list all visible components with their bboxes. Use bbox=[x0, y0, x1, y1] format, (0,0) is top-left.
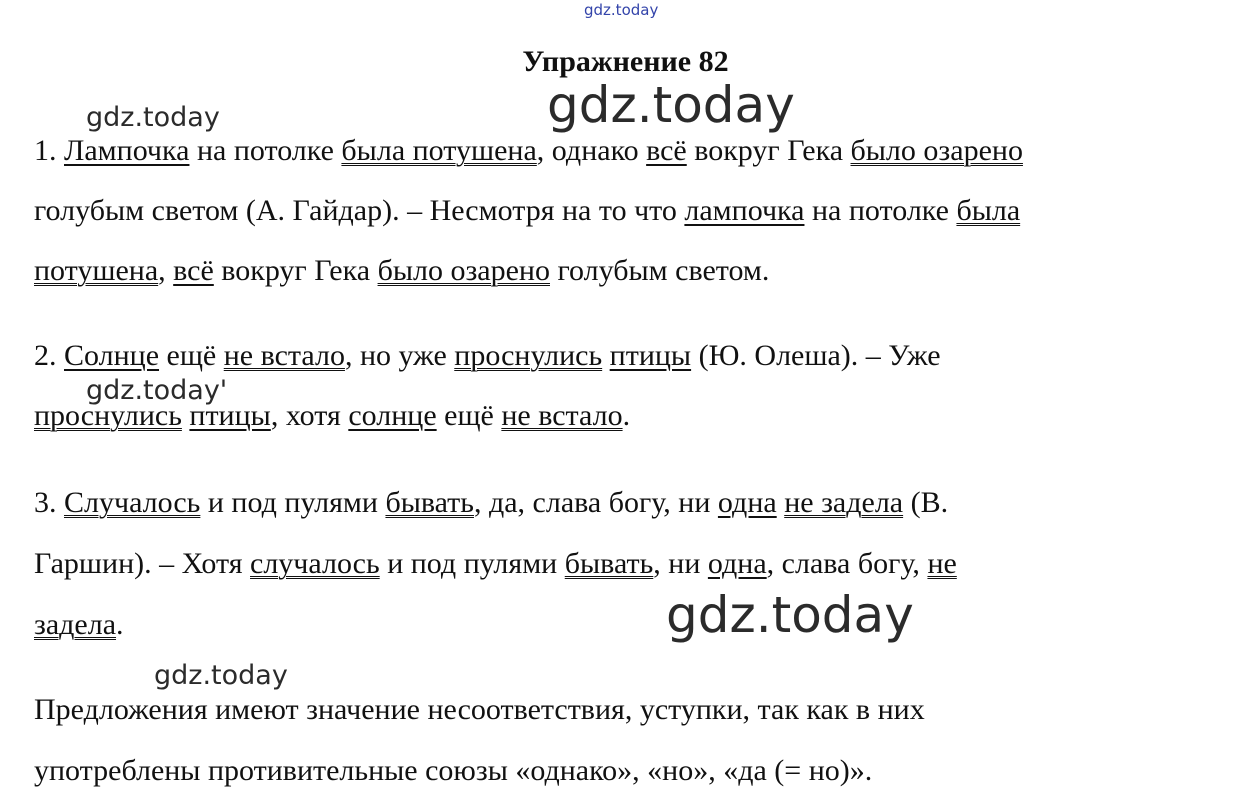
text-segment: , ни bbox=[653, 547, 708, 580]
watermark-left-3: gdz.today bbox=[154, 660, 288, 691]
text-segment: 3. bbox=[34, 486, 64, 519]
conclusion-line-1: Предложения имеют значение несоответствия, уступки, так как в них bbox=[34, 693, 925, 726]
watermark-left-1: gdz.today bbox=[86, 102, 220, 133]
item-3-line-2 bbox=[34, 546, 957, 582]
text-segment: голубым светом (А. Гайдар). – Несмотря на то что bbox=[34, 194, 685, 227]
subject-word: лампочка bbox=[684, 194, 805, 227]
text-segment: , bbox=[158, 254, 174, 287]
predicate-word: было озарено bbox=[377, 254, 550, 287]
text-segment: на потолке bbox=[189, 134, 342, 167]
item-2-line-2 bbox=[34, 398, 630, 434]
text-segment: ещё bbox=[159, 339, 224, 372]
text-segment: , однако bbox=[536, 134, 647, 167]
text-segment: на потолке bbox=[804, 194, 957, 227]
item-3-line-3 bbox=[34, 607, 124, 643]
text-segment: Гаршин). – Хотя bbox=[34, 547, 251, 580]
item-2-line-1 bbox=[34, 338, 941, 374]
predicate-word: случалось bbox=[250, 547, 380, 580]
predicate-word: Случалось bbox=[64, 486, 201, 519]
text-segment bbox=[602, 339, 610, 372]
watermark-top: gdz.today bbox=[584, 1, 659, 19]
text-segment: , да, слава богу, ни bbox=[473, 486, 718, 519]
item-1-line-2 bbox=[34, 193, 1020, 229]
item-3-line-1 bbox=[34, 485, 948, 521]
subject-word: солнце bbox=[348, 399, 437, 432]
text-segment: вокруг Гека bbox=[213, 254, 378, 287]
subject-word: всё bbox=[173, 254, 214, 287]
predicate-word: была bbox=[956, 194, 1021, 227]
text-segment: 2. bbox=[34, 339, 64, 372]
item-1-line-1 bbox=[34, 133, 1023, 169]
text-segment: 1. bbox=[34, 134, 64, 167]
predicate-word: не bbox=[927, 547, 957, 580]
text-segment: (В. bbox=[903, 486, 949, 519]
predicate-word: не встало bbox=[223, 339, 345, 372]
predicate-word: проснулись bbox=[454, 339, 603, 372]
predicate-word: бывать bbox=[385, 486, 474, 519]
item-1-line-3 bbox=[34, 253, 769, 289]
text-segment: . bbox=[622, 399, 631, 432]
exercise-title: Упражнение 82 bbox=[522, 45, 729, 78]
predicate-word: было озарено bbox=[850, 134, 1023, 167]
subject-word: Лампочка bbox=[64, 134, 190, 167]
text-segment: , но уже bbox=[344, 339, 455, 372]
watermark-mid: gdz.today bbox=[666, 586, 914, 644]
watermark-header: gdz.today bbox=[547, 76, 795, 134]
subject-word: одна bbox=[707, 547, 767, 580]
text-segment: , слава богу, bbox=[766, 547, 928, 580]
predicate-word: не встало bbox=[501, 399, 623, 432]
text-segment: и под пулями bbox=[379, 547, 565, 580]
predicate-word: была потушена bbox=[341, 134, 537, 167]
text-segment: (Ю. Олеша). – Уже bbox=[691, 339, 941, 372]
text-segment: , хотя bbox=[270, 399, 349, 432]
subject-word: птицы bbox=[609, 339, 692, 372]
predicate-word: не задела bbox=[784, 486, 904, 519]
subject-word: Солнце bbox=[64, 339, 160, 372]
text-segment: голубым светом. bbox=[550, 254, 770, 287]
predicate-word: задела bbox=[34, 608, 117, 641]
conclusion-line-2: употреблены противительные союзы «однако», «но», «да (= но)». bbox=[34, 754, 873, 787]
text-segment: . bbox=[116, 608, 124, 641]
predicate-word: бывать bbox=[564, 547, 654, 580]
text-segment: вокруг Гека bbox=[686, 134, 851, 167]
predicate-word: проснулись bbox=[34, 399, 182, 432]
predicate-word: потушена bbox=[34, 254, 159, 287]
subject-word: птицы bbox=[189, 399, 271, 432]
text-segment: и под пулями bbox=[200, 486, 386, 519]
watermark-left-2: gdz.today' bbox=[86, 375, 228, 406]
subject-word: всё bbox=[646, 134, 687, 167]
subject-word: одна bbox=[717, 486, 777, 519]
text-segment: ещё bbox=[436, 399, 502, 432]
